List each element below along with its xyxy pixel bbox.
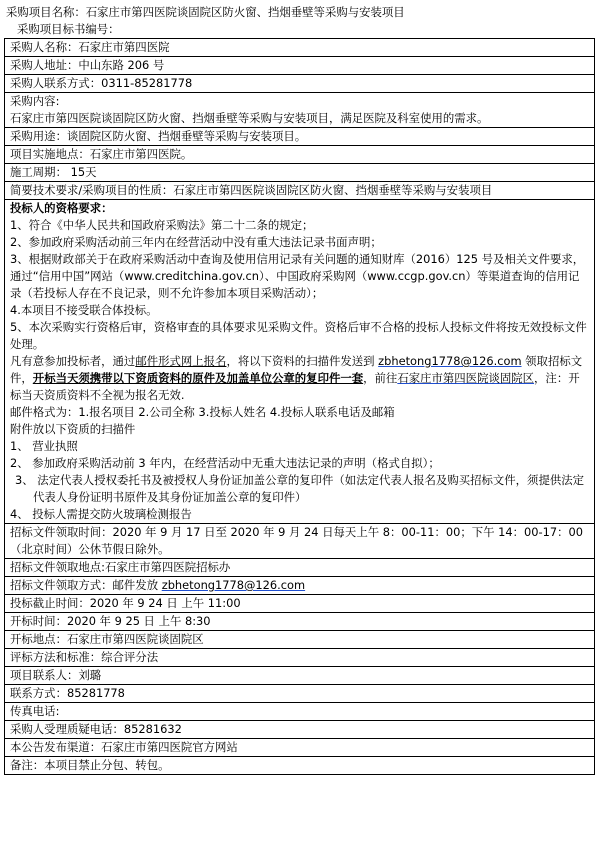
reg-place: 石家庄市第四医院谈固院区 [397, 371, 535, 385]
doc-get-email-link[interactable]: zbhetong1778@126.com [161, 578, 306, 592]
attachment-item-2: 2、 参加政府采购活动前 3 年内，在经营活动中无重大违法记录的声明（格式自拟）； [10, 456, 440, 470]
contact-phone: 联系方式：85281778 [5, 685, 595, 703]
location: 项目实施地点：石家庄市第四医院。 [5, 146, 595, 164]
doc-get-time: 招标文件领取时间：2020 年 9 月 17 日至 2020 年 9 月 24 日每天上午 8：00-11：00；下午 14：00-17：00（北京时间）公休节假日除外。 [5, 524, 595, 559]
doc-get-place: 招标文件领取地点:石家庄市第四医院招标办 [5, 559, 595, 577]
evaluation-method: 评标方法和标准：综合评分法 [5, 649, 595, 667]
purchaser-name: 采购人名称：石家庄市第四医院 [5, 39, 595, 57]
reg-email-link[interactable]: zbhetong1778@126.com [378, 354, 522, 368]
reg-bold-requirement: 开标当天须携带以下资质资料的原件及加盖单位公章的复印件一套 [32, 371, 364, 385]
qual-item-4: 4.本项目不接受联合体投标。 [10, 303, 158, 317]
fax: 传真电话: [5, 703, 595, 721]
complaint-phone: 采购人受理质疑电话：85281632 [5, 721, 595, 739]
doc-get-way-label: 招标文件领取方式：邮件发放 [10, 578, 159, 592]
registration-paragraph [10, 353, 590, 404]
reg-text-2: ，将以下资料的扫描件发送到 [226, 354, 379, 368]
publish-channel: 本公告发布渠道：石家庄市第四医院官方网站 [5, 739, 595, 757]
attachment-item-3: 3、 法定代表人授权委托书及被授权人身份证加盖公章的复印件（如法定代表人报名及购买招标文件，须提供法定代表人身份证明书原件及其身份证加盖公章的复印件） [15, 473, 585, 504]
mail-format: 邮件格式为：1.报名项目 2.公司全称 3.投标人姓名 4.投标人联系电话及邮箱 [10, 405, 395, 419]
attachment-item-4: 4、 投标人需提交防火玻璃检测报告 [10, 507, 192, 521]
reg-text-1: 凡有意参加投标者，通过 [10, 354, 136, 368]
announcement-table [4, 38, 595, 775]
opening-place: 开标地点：石家庄市第四医院谈固院区 [5, 631, 595, 649]
purchaser-address: 采购人地址：中山东路 206 号 [5, 57, 595, 75]
qualification-title: 投标人的资格要求： [10, 201, 113, 215]
purchaser-contact: 采购人联系方式：0311-85281778 [5, 75, 595, 93]
usage: 采购用途：谈固院区防火窗、挡烟垂壁等采购与安装项目。 [5, 128, 595, 146]
doc-get-way [5, 577, 595, 595]
brief-requirements: 简要技术要求/采购项目的性质：石家庄市第四医院谈固院区防火窗、挡烟垂壁等采购与安装项目 [5, 182, 595, 200]
bid-deadline: 投标截止时间：2020 年 9 24 日 上午 11:00 [5, 595, 595, 613]
remarks: 备注：本项目禁止分包、转包。 [5, 757, 595, 775]
reg-mail-method: 邮件形式网上报名 [135, 354, 227, 368]
document-header [0, 0, 601, 38]
qual-item-2: 2、参加政府采购活动前三年内在经营活动中没有重大违法记录书面声明； [10, 235, 382, 249]
attachment-title: 附件放以下资质的扫描件 [10, 422, 136, 436]
qual-item-5: 5、本次采购实行资格后审，资格审查的具体要求见采购文件。资格后审不合格的投标人投标文件将按无效投标文件处理。 [10, 320, 587, 351]
qualification-cell [5, 200, 595, 524]
period: 施工周期： 15天 [5, 164, 595, 182]
reg-text-3: 领取招标文件， [10, 354, 583, 385]
qual-item-1: 1、符合《中华人民共和国政府采购法》第二十二条的规定； [10, 218, 314, 232]
project-name: 采购项目名称：石家庄市第四医院谈固院区防火窗、挡烟垂壁等采购与安装项目 [6, 5, 405, 19]
tender-number: 采购项目标书编号： [17, 22, 120, 36]
opening-time: 开标时间：2020 年 9 25 日 上午 8:30 [5, 613, 595, 631]
reg-text-5: ，注：开标当天资质资料不全视为报名无效. [10, 371, 580, 402]
contact-person: 项目联系人：刘璐 [5, 667, 595, 685]
content-label: 采购内容: [10, 94, 60, 108]
content-text: 石家庄市第四医院谈固院区防火窗、挡烟垂壁等采购与安装项目，满足医院及科室使用的需求。 [10, 111, 489, 125]
content-cell [5, 93, 595, 128]
reg-text-4: ，前往 [363, 371, 398, 385]
qual-item-3: 3、根据财政部关于在政府采购活动中查询及使用信用记录有关问题的通知财库（2016）125 号及相关文件要求，通过“信用中国”网站（www.creditchina.gov.cn）、中国政府采购网（www.ccgp.gov.cn）等渠道查询的信用记录（若投标人存在不良记录，则不允许参加本项目采购活动）； [10, 252, 585, 300]
attachment-item-1: 1、 营业执照 [10, 439, 78, 453]
